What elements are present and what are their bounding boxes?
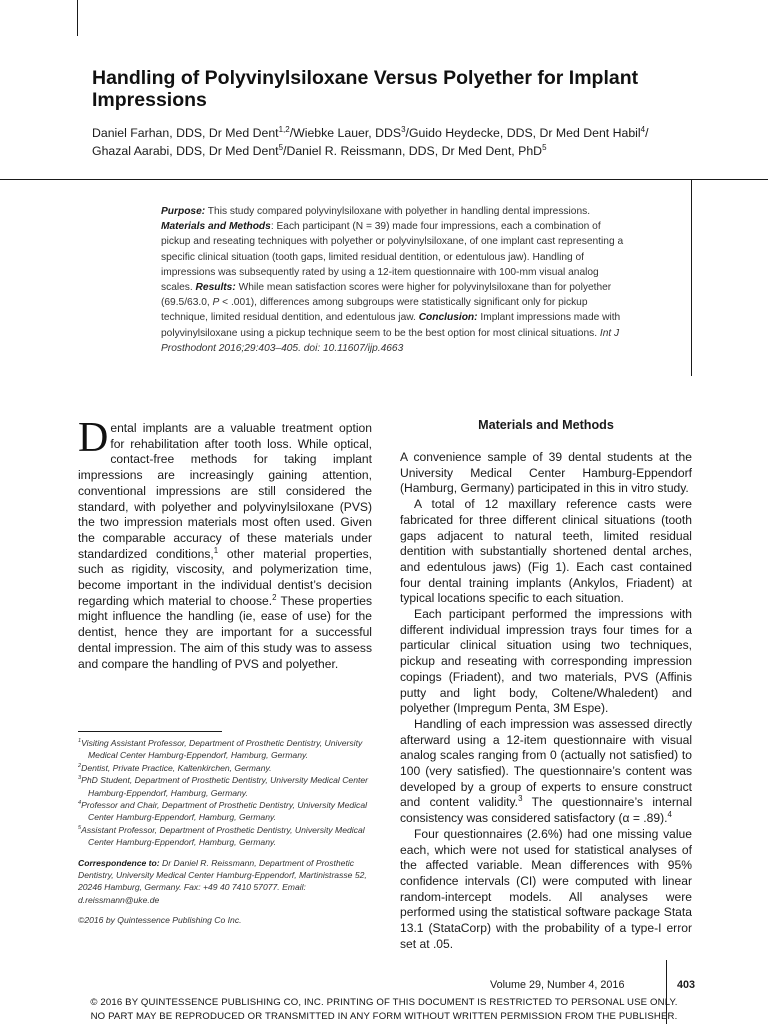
author-list: [92, 124, 732, 160]
correspondence-label: Correspondence to:: [78, 857, 160, 868]
authors-line-2: Ghazal Aarabi, DDS, Dr Med Dent$^5$/Daniel R. Reissmann, DDS, Dr Med Dent, PhD$^5$: [92, 142, 547, 158]
footnotes: [78, 737, 368, 927]
top-vertical-rule: [77, 0, 78, 36]
volume-info: Volume 29, Number 4, 2016: [490, 979, 625, 991]
methods-p4-text-a: Handling of each impression was assessed directly afterward using a 12-item questionnaire with visual analog scales ranging from 0 (actually not satisfied) to 100 (very satisfied). The questionnaire’s content was developed by a group of experts to ensure construct and content validity.: [400, 716, 692, 810]
drop-cap: D: [78, 415, 109, 461]
header-horizontal-rule: [0, 179, 768, 180]
footnote-item: $^5$Assistant Professor, Department of Prosthetic Dentistry, University Medical Center Hamburg-Eppendorf, Hamburg, Germany.: [78, 824, 365, 848]
ref-3: 3: [518, 794, 523, 804]
intro-text-a: ental implants are a valuable treatment option for rehabilitation after tooth loss. While optical, contact-free methods for taking implant impressions are increasingly gaining attention, conventional impressions are still considered the standard, with polyether and polyvinylsiloxane (PVS) the two impression materials most often used. Given the comparable accuracy of these materials under standardized conditions,: [78, 421, 372, 561]
correspondence-text: Dr Daniel R. Reissmann, Department of Prosthetic Dentistry, University Medical Center Hamburg-Eppendorf, Martinistrasse 52, 20246 Hamburg, Germany. Fax: +49 40 7410 57077. Email: d.reissmann@uke.de: [78, 857, 367, 905]
abstract-citation: Int J Prosthodont 2016;29:403–405. doi: 10.11607/ijp.4663: [161, 327, 620, 354]
abstract-conclusion-text: Implant impressions made with polyvinylsiloxane using a pickup technique seem to be the best option for most clinical situations.: [161, 312, 621, 339]
footnote-item: $^1$Visiting Assistant Professor, Department of Prosthetic Dentistry, University Medical Center Hamburg-Eppendorf, Hamburg, Germany.: [78, 738, 363, 761]
footnote-separator-rule: [78, 731, 222, 732]
abstract: [161, 204, 627, 356]
abstract-results-label: Results:: [195, 282, 236, 294]
correspondence: [78, 857, 368, 907]
authors-line-1: Daniel Farhan, DDS, Dr Med Dent$^{1,2}$/Wiebke Lauer, DDS$^3$/Guido Heydecke, DDS, Dr Med Dent Habil$^4$/: [92, 124, 649, 140]
ref-2: 2: [272, 592, 277, 602]
notice-line-1: © 2016 BY QUINTESSENCE PUBLISHING CO, INC. PRINTING OF THIS DOCUMENT IS RESTRICTED TO PERSONAL USE ONLY.: [90, 997, 678, 1008]
abstract-methods-text: : Each participant (N = 39) made four impressions, each a combination of pickup and reseating techniques with polyether or polyvinylsiloxane, of one implant cast representing a specific clinical situation (tooth gaps, limited residual dentition, or edentulous jaw). Handling of impressions was subsequently rated by using a 12-item questionnaire with 100-mm visual analog scales.: [161, 221, 624, 294]
intro-text-b: other material properties, such as rigidity, viscosity, and polymerization time, become important in the individual dentist’s decision regarding which material to choose.: [78, 546, 372, 608]
abstract-p-symbol: P: [212, 297, 220, 309]
abstract-results-text-a: While mean satisfaction scores were higher for polyvinylsiloxane than for polyether (69.5/63.0,: [161, 282, 612, 309]
methods-paragraph-5: Four questionnaires (2.6%) had one missing value each, which were not used for statistical analyses of the affected variable. Mean differences with 95% confidence intervals (CI) were computed with linear random-intercept models. All analyses were performed using the statistical software package Stata 13.1 (StataCorp) with the probability of a type-I error set at .05.: [400, 826, 692, 951]
abstract-conclusion-label: Conclusion:: [418, 312, 478, 324]
methods-column: [400, 450, 692, 953]
abstract-methods-label: Materials and Methods: [161, 221, 271, 233]
copyright-notice: [0, 996, 768, 1024]
footnote-item: $^3$PhD Student, Department of Prosthetic Dentistry, University Medical Center Hamburg-Eppendorf, Hamburg, Germany.: [78, 775, 369, 798]
methods-paragraph-3: Each participant performed the impressions with different individual impression trays four times for a particular clinical situation using two techniques, pickup and reseating with corresponding impression copings (Friadent), and two materials, PVS (Affinis putty and light body, Coltene/Whaledent) and polyether (Impregum Penta, 3M Espe).: [400, 607, 692, 716]
ref-1: 1: [213, 545, 219, 555]
methods-paragraph-4: [400, 717, 692, 827]
article-title: Handling of Polyvinylsiloxane Versus Polyether for Implant Impressions: [92, 67, 639, 111]
notice-line-2: NO PART MAY BE REPRODUCED OR TRANSMITTED IN ANY FORM WITHOUT WRITTEN PERMISSION FROM THE PUBLISHER.: [90, 1011, 678, 1023]
methods-p4-text-b: The questionnaire’s internal consistency was considered satisfactory (α = .89).: [400, 795, 693, 826]
ref-4: 4: [667, 810, 672, 820]
abstract-purpose-label: Purpose:: [161, 206, 206, 217]
page-number: 403: [677, 979, 696, 991]
methods-paragraph-2: A total of 12 maxillary reference casts were fabricated for three different clinical situations (tooth gaps adjacent to natural teeth, limited residual dentition with substantially shortened dental arches, and edentulous jaws) (Fig 1). Each cast contained four dental training implants (Ankylos, Friadent) at typical locations specific to each situation.: [400, 497, 692, 606]
abstract-results-text-b: < .001), differences among subgroups were statistically significant only for pickup technique, limited residual dentition, and edentulous jaw.: [161, 297, 588, 324]
intro-column: [78, 415, 372, 672]
footnote-item: $^2$Dentist, Private Practice, Kaltenkirchen, Germany.: [78, 762, 272, 773]
section-heading-methods: Materials and Methods: [478, 418, 614, 432]
journal-copyright: ©2016 by Quintessence Publishing Co Inc.: [78, 915, 242, 926]
methods-paragraph-1: A convenience sample of 39 dental students at the University Medical Center Hamburg-Eppendorf (Hamburg, Germany) participated in this in vitro study.: [400, 450, 692, 496]
footnote-item: $^4$Professor and Chair, Department of Prosthetic Dentistry, University Medical Center Hamburg-Eppendorf, Hamburg, Germany.: [78, 800, 368, 823]
intro-paragraph: [78, 415, 372, 672]
abstract-vertical-rule: [691, 180, 692, 376]
abstract-purpose-text: This study compared polyvinylsiloxane with polyether in handling dental impressions.: [205, 206, 591, 217]
intro-text-c: These properties might influence the handling (ie, ease of use) for the dentist, hence they are important for a successful dental impression. The aim of this study was to assess and compare the handling of PVS and polyether.: [78, 593, 372, 671]
